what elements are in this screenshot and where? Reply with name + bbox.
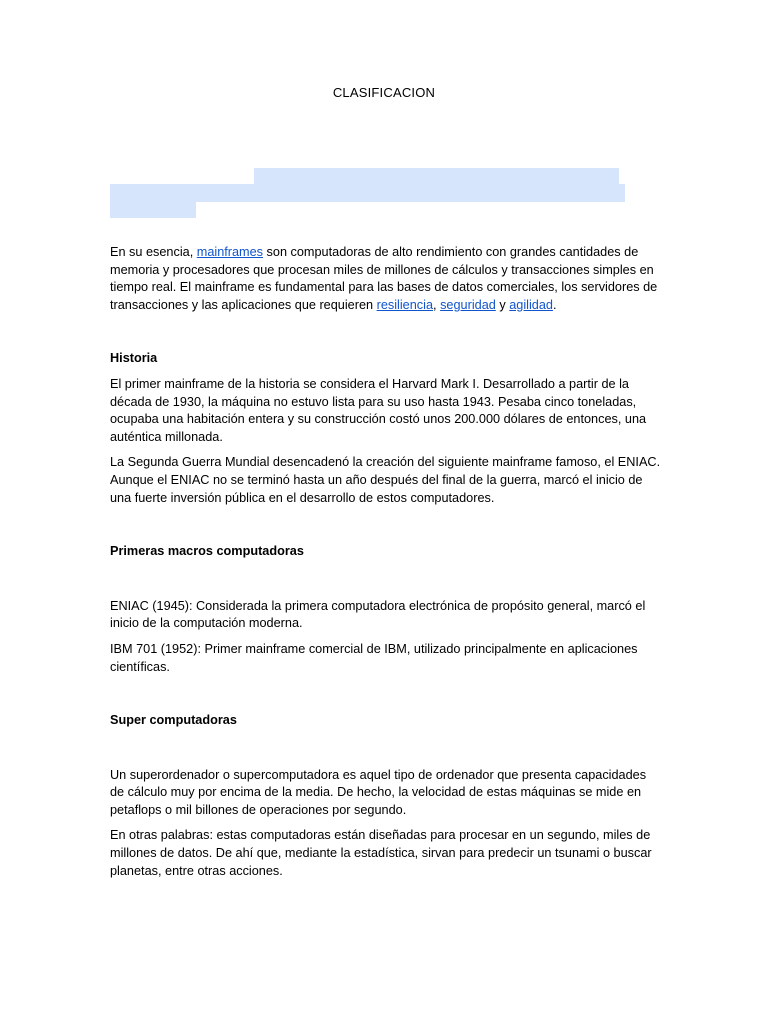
intro-separator: y bbox=[495, 297, 510, 312]
highlight-block bbox=[110, 184, 625, 202]
historia-paragraph-1: El primer mainframe de la historia se considera el Harvard Mark I. Desarrollado a partir de la década de 1930, la máquina no estuvo lista para su uso hasta 1943. Pesaba cinco toneladas, ocupaba una habitación entera y su construcción costó unos 200.000 dólares de entonces, una auténtica millonada. bbox=[110, 376, 647, 444]
link-seguridad[interactable]: seguridad bbox=[440, 297, 496, 312]
super-paragraph-1: Un superordenador o supercomputadora es aquel tipo de ordenador que presenta capacidades de cálculo muy por encima de la media. De hecho, la velocidad de estas máquinas se mide en petaflops o mil billones de operaciones por segundo. bbox=[110, 767, 647, 817]
document-title: CLASIFICACION bbox=[332, 85, 436, 100]
intro-text-end: . bbox=[552, 297, 557, 312]
intro-separator: , bbox=[433, 297, 441, 312]
primeras-paragraph-2: IBM 701 (1952): Primer mainframe comercial de IBM, utilizado principalmente en aplicaciones científicas. bbox=[110, 641, 638, 674]
heading-historia: Historia bbox=[110, 351, 158, 366]
heading-primeras: Primeras macros computadoras bbox=[110, 544, 304, 559]
highlight-block bbox=[110, 201, 196, 218]
intro-text-middle: son computadoras de alto rendimiento con grandes cantidades de memoria y procesadores que procesan miles de millones de cálculos y transacciones simples en tiempo real. El mainframe es fundamental para las bases de datos comerciales, los servidores de transacciones y las aplicaciones que requieren bbox=[110, 245, 658, 312]
link-resiliencia[interactable]: resiliencia bbox=[376, 297, 434, 312]
document-body bbox=[110, 244, 662, 880]
link-agilidad[interactable]: agilidad bbox=[509, 297, 553, 312]
intro-text-start: En su esencia, bbox=[110, 245, 197, 259]
super-paragraph-2: En otras palabras: estas computadoras están diseñadas para procesar en un segundo, miles de millones de datos. De ahí que, mediante la estadística, sirvan para predecir un tsunami o buscar planetas, entre otras acciones. bbox=[110, 828, 652, 878]
highlight-block bbox=[254, 168, 619, 185]
link-mainframes[interactable]: mainframes bbox=[196, 245, 264, 259]
primeras-paragraph-1: ENIAC (1945): Considerada la primera computadora electrónica de propósito general, marcó el inicio de la computación moderna. bbox=[110, 598, 646, 631]
heading-super: Super computadoras bbox=[110, 713, 237, 728]
historia-paragraph-2: La Segunda Guerra Mundial desencadenó la creación del siguiente mainframe famoso, el ENIAC. Aunque el ENIAC no se terminó hasta un año después del final de la guerra, marcó el inicio de una fuerte inversión pública en el desarrollo de estos computadores. bbox=[110, 455, 661, 505]
intro-paragraph bbox=[110, 244, 662, 314]
